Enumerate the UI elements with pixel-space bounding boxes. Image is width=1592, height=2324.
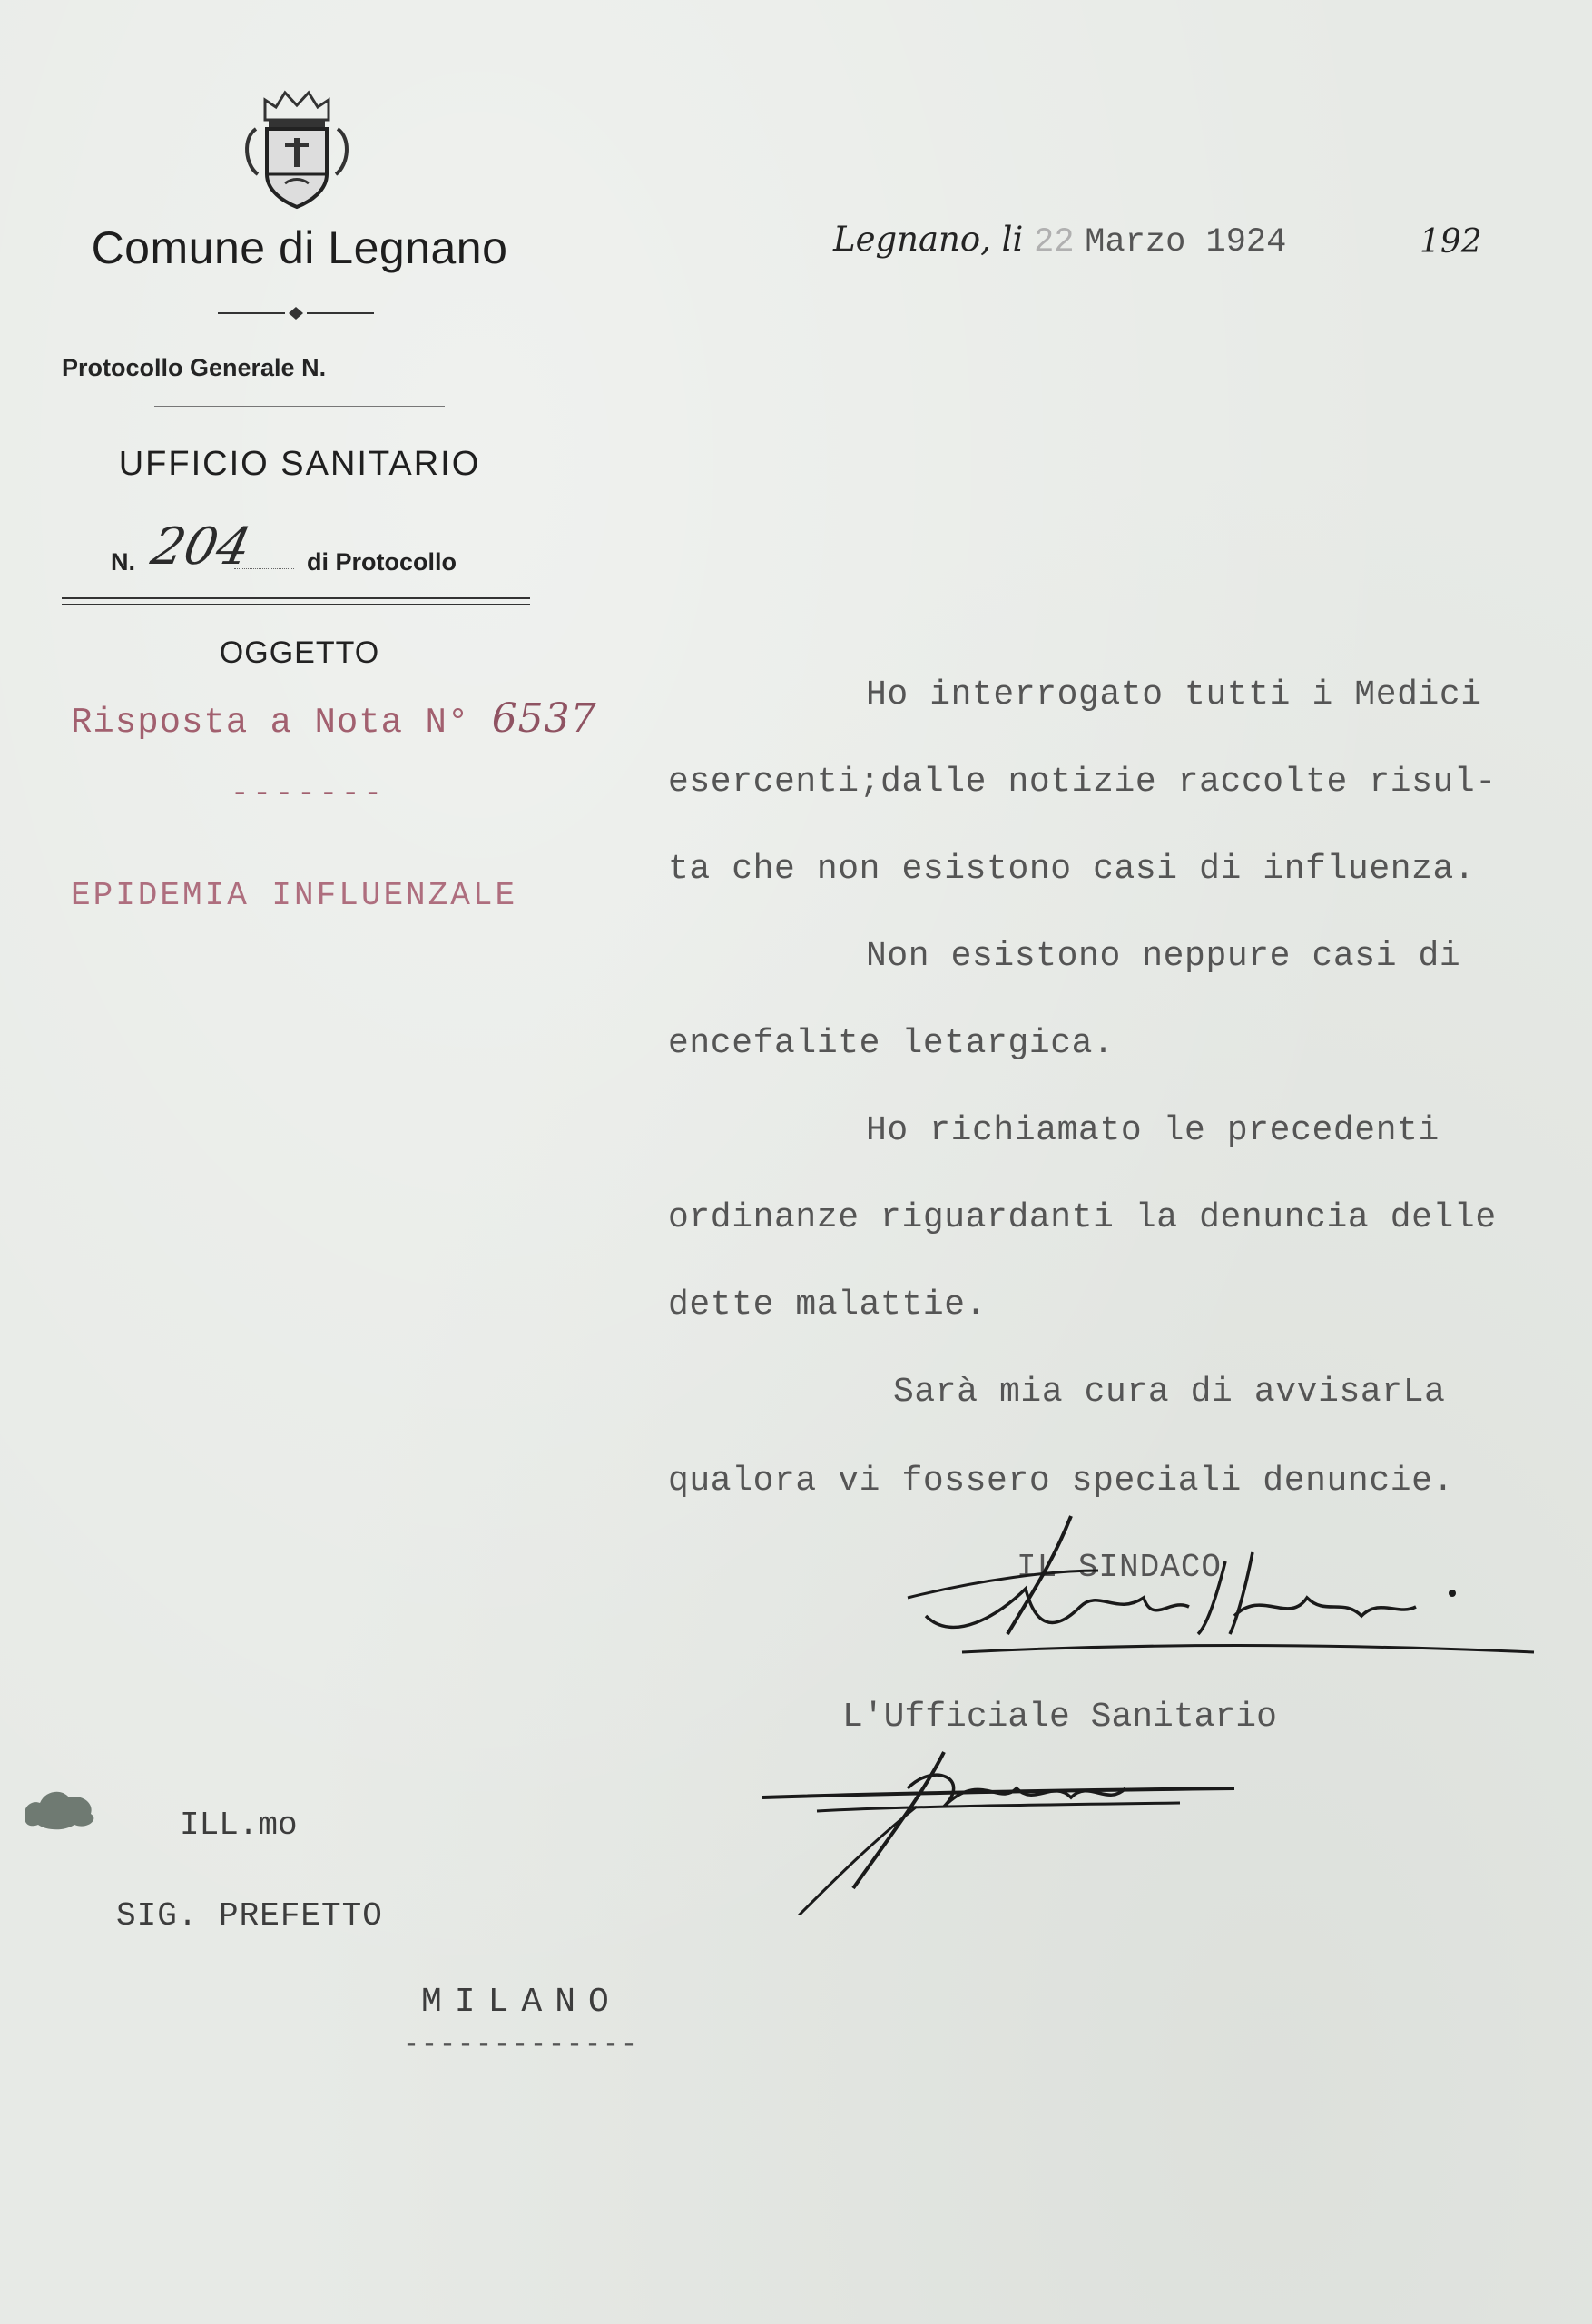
body-line: esercenti;dalle notizie raccolte risul-	[668, 763, 1497, 802]
subject-text	[71, 695, 597, 743]
address-honorific: ILL.mo	[180, 1807, 298, 1844]
date-place: Legnano, li	[833, 220, 1024, 259]
body-line: qualora vi fossero speciali denuncie.	[668, 1462, 1454, 1501]
org-name: Comune di Legnano	[91, 222, 508, 273]
protocol-n-label: N.	[111, 548, 135, 576]
mayor-signature-icon	[871, 1507, 1543, 1689]
ink-stain-icon	[18, 1781, 109, 1836]
address-recipient: SIG. PREFETTO	[116, 1897, 383, 1935]
protocol-label: di Protocollo	[307, 548, 457, 576]
divider	[154, 406, 445, 407]
subject-note-number: 6537	[491, 695, 597, 742]
double-rule-bottom	[62, 604, 530, 605]
date-month-year: Marzo 1924	[1085, 223, 1287, 261]
date-line	[833, 220, 1286, 261]
body-line: dette malattie.	[668, 1285, 988, 1324]
address-underline: -------------	[403, 2030, 640, 2061]
office-name: UFFICIO SANITARIO	[118, 445, 481, 483]
date-year-prefix: 192	[1420, 223, 1482, 261]
coat-of-arms-icon	[238, 84, 356, 211]
protocol-number-handwritten: 204	[146, 517, 256, 576]
body-line: Ho interrogato tutti i Medici	[866, 675, 1482, 714]
subject-reference: Risposta a Nota N°	[71, 703, 470, 743]
subject-topic: EPIDEMIA INFLUENZALE	[71, 877, 518, 914]
body-line: encefalite letargica.	[668, 1024, 1115, 1063]
subject-dashes: -------	[231, 777, 386, 812]
address-city: MILANO	[421, 1983, 622, 2022]
subject-label: OGGETTO	[219, 635, 380, 670]
double-rule-top	[62, 597, 530, 599]
date-day: 22	[1034, 223, 1075, 261]
body-line: ordinanze riguardanti la denuncia delle	[668, 1198, 1497, 1237]
body-line: Non esistono neppure casi di	[866, 937, 1461, 976]
protocol-general-label: Protocollo Generale N.	[62, 354, 327, 381]
body-line: ta che non esistono casi di influenza.	[668, 850, 1476, 889]
body-line: Sarà mia cura di avvisarLa	[893, 1373, 1446, 1412]
mayor-title: IL SINDACO	[1017, 1549, 1223, 1586]
body-line: Ho richiamato le precedenti	[866, 1111, 1440, 1150]
health-officer-title: L'Ufficiale Sanitario	[842, 1698, 1277, 1737]
diamond-ornament-icon	[218, 300, 374, 327]
health-officer-signature-icon	[762, 1725, 1253, 1915]
divider	[234, 568, 294, 569]
